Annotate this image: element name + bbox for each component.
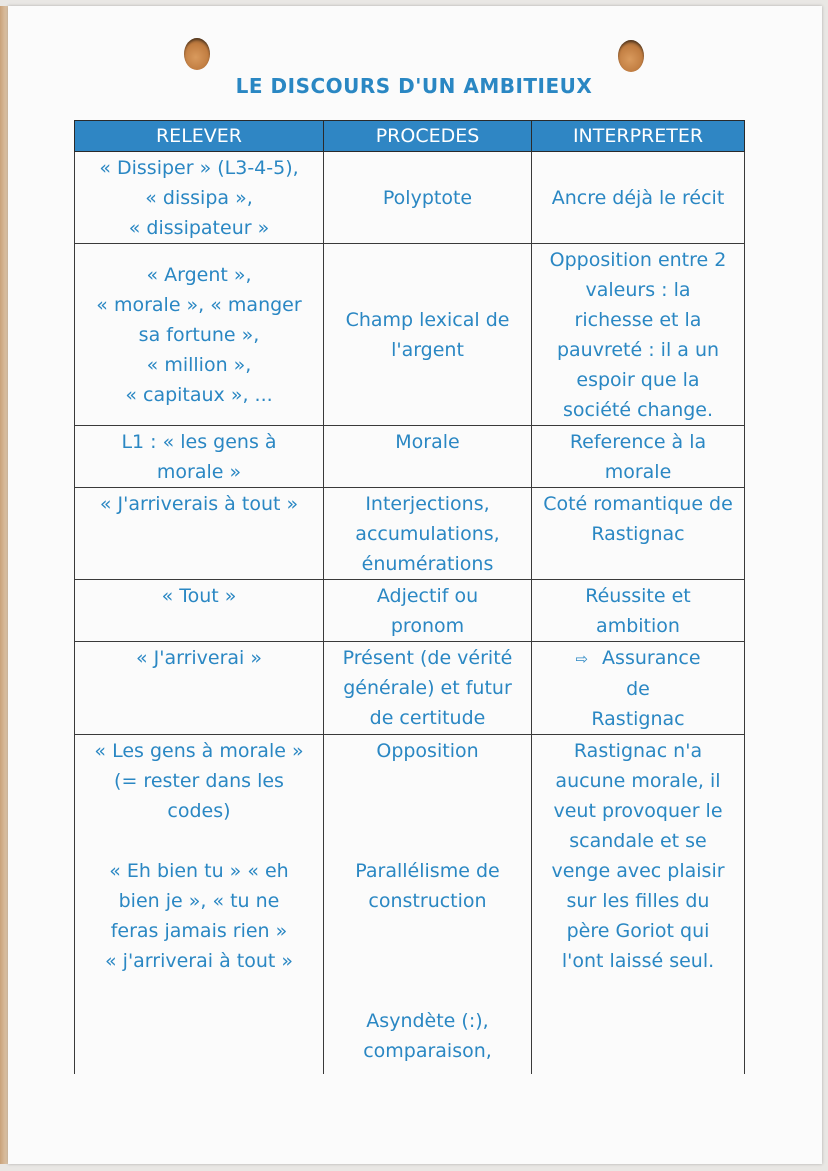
- header-relever: RELEVER: [75, 121, 324, 152]
- cell-relever: « J'arriverais à tout »: [75, 488, 324, 580]
- cell-procedes: Opposition Parallélisme de construction Asyndète (:), comparaison,: [324, 735, 532, 1075]
- cell-relever: L1 : « les gens à morale »: [75, 426, 324, 488]
- cell-procedes: Morale: [324, 426, 532, 488]
- header-interpreter: INTERPRETER: [532, 121, 745, 152]
- cell-interpreter: Réussite et ambition: [532, 580, 745, 642]
- table-row: [75, 152, 745, 244]
- cell-relever: « Tout »: [75, 580, 324, 642]
- header-procedes: PROCEDES: [324, 121, 532, 152]
- cell-interpreter: Rastignac n'a aucune morale, il veut provoquer le scandale et se venge avec plaisir sur les filles du père Goriot qui l'ont laissé seul.: [532, 735, 745, 1075]
- punch-hole-left: [184, 38, 210, 70]
- cell-procedes: Champ lexical de l'argent: [324, 244, 532, 426]
- table-row: [75, 426, 745, 488]
- table-row: [75, 488, 745, 580]
- table-row: [75, 244, 745, 426]
- cell-interpreter: Opposition entre 2 valeurs : la richesse et la pauvreté : il a un espoir que la société change.: [532, 244, 745, 426]
- cell-relever: « J'arriverai »: [75, 642, 324, 735]
- header-row: [75, 121, 745, 152]
- table-row: [75, 580, 745, 642]
- cell-procedes: Interjections, accumulations, énumérations: [324, 488, 532, 580]
- cell-procedes: Adjectif ou pronom: [324, 580, 532, 642]
- cell-procedes: Polyptote: [324, 152, 532, 244]
- arrow-right-icon: ⇨: [575, 650, 589, 668]
- cell-interpreter: ⇨ Assurance de Rastignac: [532, 642, 745, 735]
- cell-relever: « Argent », « morale », « manger sa fortune », « million », « capitaux », ...: [75, 244, 324, 426]
- table-row: [75, 735, 745, 1075]
- punch-hole-right: [618, 40, 644, 72]
- page-title: LE DISCOURS D'UN AMBITIEUX: [235, 74, 593, 98]
- cell-procedes: Présent (de vérité générale) et futur de certitude: [324, 642, 532, 735]
- cell-relever: « Dissiper » (L3-4-5), « dissipa », « dissipateur »: [75, 152, 324, 244]
- cell-interpreter: Coté romantique de Rastignac: [532, 488, 745, 580]
- cell-interpreter: Ancre déjà le récit: [532, 152, 745, 244]
- cell-interpreter: Reference à la morale: [532, 426, 745, 488]
- analysis-table: [74, 120, 745, 1074]
- cell-relever: « Les gens à morale » (= rester dans les codes) « Eh bien tu » « eh bien je », « tu ne feras jamais rien » « j'arriverai à tout »: [75, 735, 324, 1075]
- table-row: [75, 642, 745, 735]
